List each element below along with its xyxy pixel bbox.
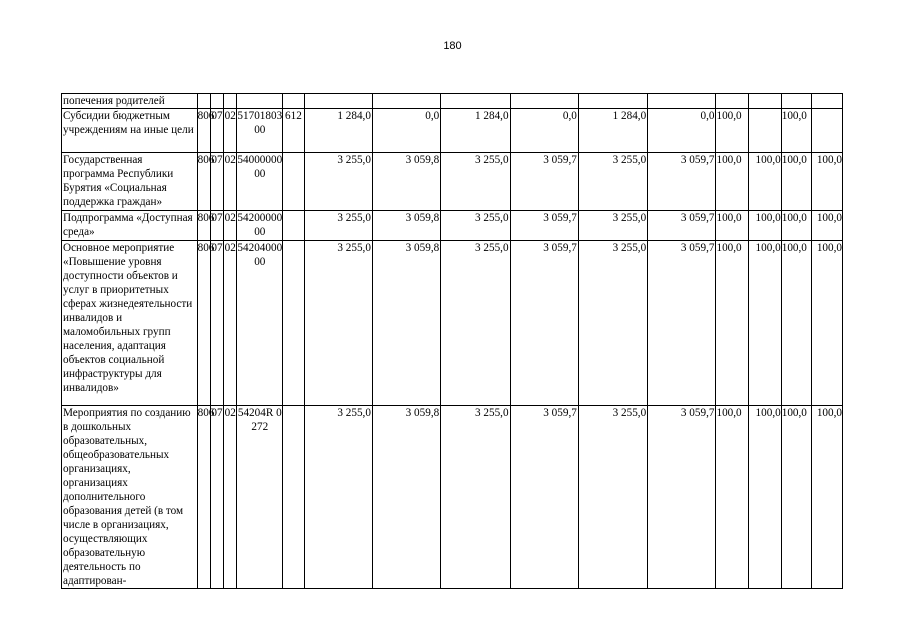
code-pr: 02 xyxy=(224,211,237,241)
value-5: 1 284,0 xyxy=(578,109,647,153)
percent-4 xyxy=(812,94,843,109)
percent-3: 100,0 xyxy=(781,241,812,406)
value-3: 3 255,0 xyxy=(441,241,510,406)
value-3 xyxy=(441,94,510,109)
value-5: 3 255,0 xyxy=(578,153,647,211)
table-row xyxy=(62,406,843,589)
value-1: 3 255,0 xyxy=(304,241,372,406)
percent-2 xyxy=(749,94,782,109)
row-name: Мероприятия по созданию в дошкольных образовательных, общеобразовательных организациях, организациях дополнительного образования детей (в том числе в организациях, осуществляющих образовательную деятельность по адаптирован- xyxy=(62,406,198,589)
code-rz: 07 xyxy=(210,241,223,406)
code-csr xyxy=(237,94,283,109)
value-6 xyxy=(648,94,716,109)
value-1: 3 255,0 xyxy=(304,211,372,241)
value-4: 3 059,7 xyxy=(510,406,578,589)
value-2: 3 059,8 xyxy=(372,406,440,589)
percent-1 xyxy=(716,94,749,109)
code-csr: 5170180300 xyxy=(237,109,283,153)
code-rz: 07 xyxy=(210,109,223,153)
percent-2: 100,0 xyxy=(749,153,782,211)
value-3: 1 284,0 xyxy=(441,109,510,153)
value-2 xyxy=(372,94,440,109)
value-6: 0,0 xyxy=(648,109,716,153)
row-name: Субсидии бюджетным учреждениям на иные цели xyxy=(62,109,198,153)
table-row xyxy=(62,94,843,109)
percent-4: 100,0 xyxy=(812,406,843,589)
code-pr xyxy=(224,94,237,109)
percent-3: 100,0 xyxy=(781,211,812,241)
percent-2: 100,0 xyxy=(749,211,782,241)
code-csr: 54204R 0272 xyxy=(237,406,283,589)
code-vr: 612 xyxy=(283,109,304,153)
value-4: 3 059,7 xyxy=(510,211,578,241)
value-6: 3 059,7 xyxy=(648,211,716,241)
code-vr xyxy=(283,94,304,109)
code-csr: 5400000000 xyxy=(237,153,283,211)
row-name: Государственная программа Республики Бурятия «Социальная поддержка граждан» xyxy=(62,153,198,211)
table-row xyxy=(62,211,843,241)
code-pr: 02 xyxy=(224,109,237,153)
value-2: 3 059,8 xyxy=(372,241,440,406)
code-rz: 07 xyxy=(210,153,223,211)
code-ved: 806 xyxy=(197,241,210,406)
code-vr xyxy=(283,153,304,211)
code-rz xyxy=(210,94,223,109)
code-csr: 5420000000 xyxy=(237,211,283,241)
code-ved xyxy=(197,94,210,109)
code-pr: 02 xyxy=(224,153,237,211)
table-row xyxy=(62,153,843,211)
code-rz: 07 xyxy=(210,211,223,241)
value-4 xyxy=(510,94,578,109)
value-4: 0,0 xyxy=(510,109,578,153)
row-name: Основное мероприятие «Повышение уровня доступности объектов и услуг в приоритетных сферах жизнедеятельности инвалидов и маломобильных групп населения, адаптация объектов социальной инфраструктуры для инвалидов» xyxy=(62,241,198,406)
percent-3 xyxy=(781,94,812,109)
budget-table xyxy=(61,93,843,589)
code-ved: 806 xyxy=(197,406,210,589)
percent-4 xyxy=(812,109,843,153)
code-ved: 806 xyxy=(197,153,210,211)
value-1: 3 255,0 xyxy=(304,406,372,589)
percent-1: 100,0 xyxy=(716,406,749,589)
percent-1: 100,0 xyxy=(716,241,749,406)
code-ved: 806 xyxy=(197,211,210,241)
table-row xyxy=(62,241,843,406)
value-2: 3 059,8 xyxy=(372,153,440,211)
value-4: 3 059,7 xyxy=(510,153,578,211)
code-csr: 5420400000 xyxy=(237,241,283,406)
value-3: 3 255,0 xyxy=(441,406,510,589)
table-body xyxy=(62,94,843,589)
value-5 xyxy=(578,94,647,109)
value-2: 3 059,8 xyxy=(372,211,440,241)
value-1 xyxy=(304,94,372,109)
row-name: попечения родителей xyxy=(62,94,198,109)
page-number: 180 xyxy=(443,40,462,52)
percent-2 xyxy=(749,109,782,153)
percent-3: 100,0 xyxy=(781,406,812,589)
code-vr xyxy=(283,406,304,589)
code-pr: 02 xyxy=(224,406,237,589)
value-6: 3 059,7 xyxy=(648,406,716,589)
percent-4: 100,0 xyxy=(812,153,843,211)
value-1: 3 255,0 xyxy=(304,153,372,211)
percent-1: 100,0 xyxy=(716,211,749,241)
code-ved: 806 xyxy=(197,109,210,153)
percent-3: 100,0 xyxy=(781,109,812,153)
row-name: Подпрограмма «Доступная среда» xyxy=(62,211,198,241)
percent-1: 100,0 xyxy=(716,109,749,153)
percent-4: 100,0 xyxy=(812,211,843,241)
value-6: 3 059,7 xyxy=(648,153,716,211)
code-vr xyxy=(283,241,304,406)
value-4: 3 059,7 xyxy=(510,241,578,406)
value-3: 3 255,0 xyxy=(441,153,510,211)
value-3: 3 255,0 xyxy=(441,211,510,241)
value-1: 1 284,0 xyxy=(304,109,372,153)
percent-3: 100,0 xyxy=(781,153,812,211)
percent-2: 100,0 xyxy=(749,241,782,406)
table-row xyxy=(62,109,843,153)
code-vr xyxy=(283,211,304,241)
percent-4: 100,0 xyxy=(812,241,843,406)
value-5: 3 255,0 xyxy=(578,241,647,406)
value-5: 3 255,0 xyxy=(578,406,647,589)
code-pr: 02 xyxy=(224,241,237,406)
code-rz: 07 xyxy=(210,406,223,589)
value-2: 0,0 xyxy=(372,109,440,153)
value-6: 3 059,7 xyxy=(648,241,716,406)
percent-2: 100,0 xyxy=(749,406,782,589)
value-5: 3 255,0 xyxy=(578,211,647,241)
percent-1: 100,0 xyxy=(716,153,749,211)
